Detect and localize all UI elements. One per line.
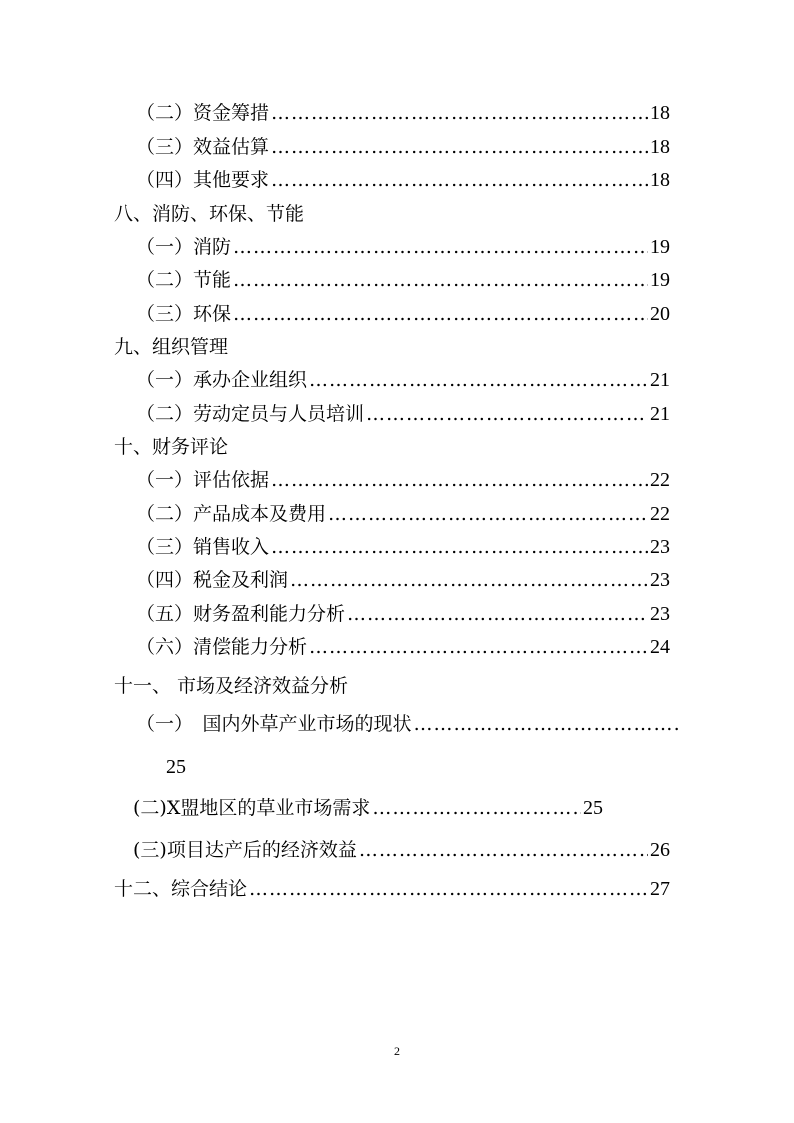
toc-entry xyxy=(136,134,670,160)
toc-entry xyxy=(136,167,670,193)
toc-entry-label: （二）节能 xyxy=(136,269,232,291)
dot-leader xyxy=(414,711,680,737)
dot-leader xyxy=(366,401,648,427)
toc-entry-page: 18 xyxy=(650,169,670,191)
dot-leader xyxy=(328,501,648,527)
toc-entry-page: 19 xyxy=(650,236,670,258)
toc-entry xyxy=(136,367,670,393)
toc-entry xyxy=(136,234,670,260)
toc-entry-label: （二）资金筹措 xyxy=(136,102,270,124)
dot-leader xyxy=(309,367,648,393)
toc-entry-page: 23 xyxy=(650,536,670,558)
toc-entry-label: 十二、综合结论 xyxy=(114,878,248,900)
toc-heading: 八、消防、环保、节能 xyxy=(114,203,305,225)
dot-leader xyxy=(372,795,581,821)
dot-leader xyxy=(309,634,648,660)
toc-entry-page: 22 xyxy=(650,469,670,491)
toc-entry-page: 23 xyxy=(650,603,670,625)
toc-entry-page: 18 xyxy=(650,102,670,124)
toc-entry xyxy=(133,795,603,821)
toc-entry-page: 19 xyxy=(650,269,670,291)
toc-heading: 九、组织管理 xyxy=(114,336,229,358)
toc-entry xyxy=(114,876,670,902)
toc-entry-label: (三)项目达产后的经济效益 xyxy=(133,839,357,861)
toc-entry-page: 21 xyxy=(650,403,670,425)
dot-leader xyxy=(290,567,648,593)
toc-entry-label: （五）财务盈利能力分析 xyxy=(136,603,346,625)
toc-entry-label: （二）劳动定员与人员培训 xyxy=(136,403,365,425)
dot-leader xyxy=(249,876,648,902)
toc-entry-label: （三）环保 xyxy=(136,303,232,325)
dot-leader xyxy=(271,467,648,493)
toc-entry-page: 21 xyxy=(650,369,670,391)
toc-entry-page: 25 xyxy=(166,756,186,778)
toc-entry xyxy=(136,501,670,527)
toc-entry-label: （四）其他要求 xyxy=(136,169,270,191)
page-number: 2 xyxy=(394,1044,400,1058)
toc-entry xyxy=(136,401,670,427)
toc-entry-page: 18 xyxy=(650,136,670,158)
dot-leader xyxy=(271,100,648,126)
toc-entry xyxy=(133,837,670,863)
toc-heading: 十一、 市场及经济效益分析 xyxy=(114,675,349,697)
toc-entry xyxy=(136,301,670,327)
toc-entry xyxy=(136,567,670,593)
toc-entry-label: （六）清偿能力分析 xyxy=(136,636,308,658)
toc-entry-page: 20 xyxy=(650,303,670,325)
toc-entry xyxy=(136,534,670,560)
toc-entry-page: 24 xyxy=(650,636,670,658)
toc-entry xyxy=(136,467,670,493)
toc-entry-label: （一）承办企业组织 xyxy=(136,369,308,391)
dot-leader xyxy=(271,534,648,560)
toc-entry-label: （一）消防 xyxy=(136,236,232,258)
toc-heading: 十、财务评论 xyxy=(114,436,229,458)
toc-entry-label: （三）效益估算 xyxy=(136,136,270,158)
toc-entry-page: 27 xyxy=(650,878,670,900)
dot-leader xyxy=(347,601,648,627)
toc-entry xyxy=(136,267,670,293)
toc-entry-label: （四）税金及利润 xyxy=(136,569,289,591)
toc-entry-label: （二）产品成本及费用 xyxy=(136,503,327,525)
dot-leader xyxy=(271,134,648,160)
dot-leader xyxy=(271,167,648,193)
toc-entry xyxy=(136,634,670,660)
toc-entry-label: (二)X盟地区的草业市场需求 xyxy=(133,797,371,819)
toc-entry-page: 26 xyxy=(650,839,670,861)
toc-entry-label: （三）销售收入 xyxy=(136,536,270,558)
toc-entry-label: （一） 国内外草产业市场的现状 xyxy=(136,713,412,735)
toc-entry xyxy=(136,711,682,737)
toc-entry-page: 25 xyxy=(583,797,603,819)
dot-leader xyxy=(233,301,648,327)
dot-leader xyxy=(359,837,648,863)
dot-leader xyxy=(233,234,648,260)
toc-entry xyxy=(136,100,670,126)
dot-leader xyxy=(233,267,648,293)
toc-entry xyxy=(136,601,670,627)
toc-entry-page: 23 xyxy=(650,569,670,591)
toc-entry-label: （一）评估依据 xyxy=(136,469,270,491)
toc-entry-page: 22 xyxy=(650,503,670,525)
